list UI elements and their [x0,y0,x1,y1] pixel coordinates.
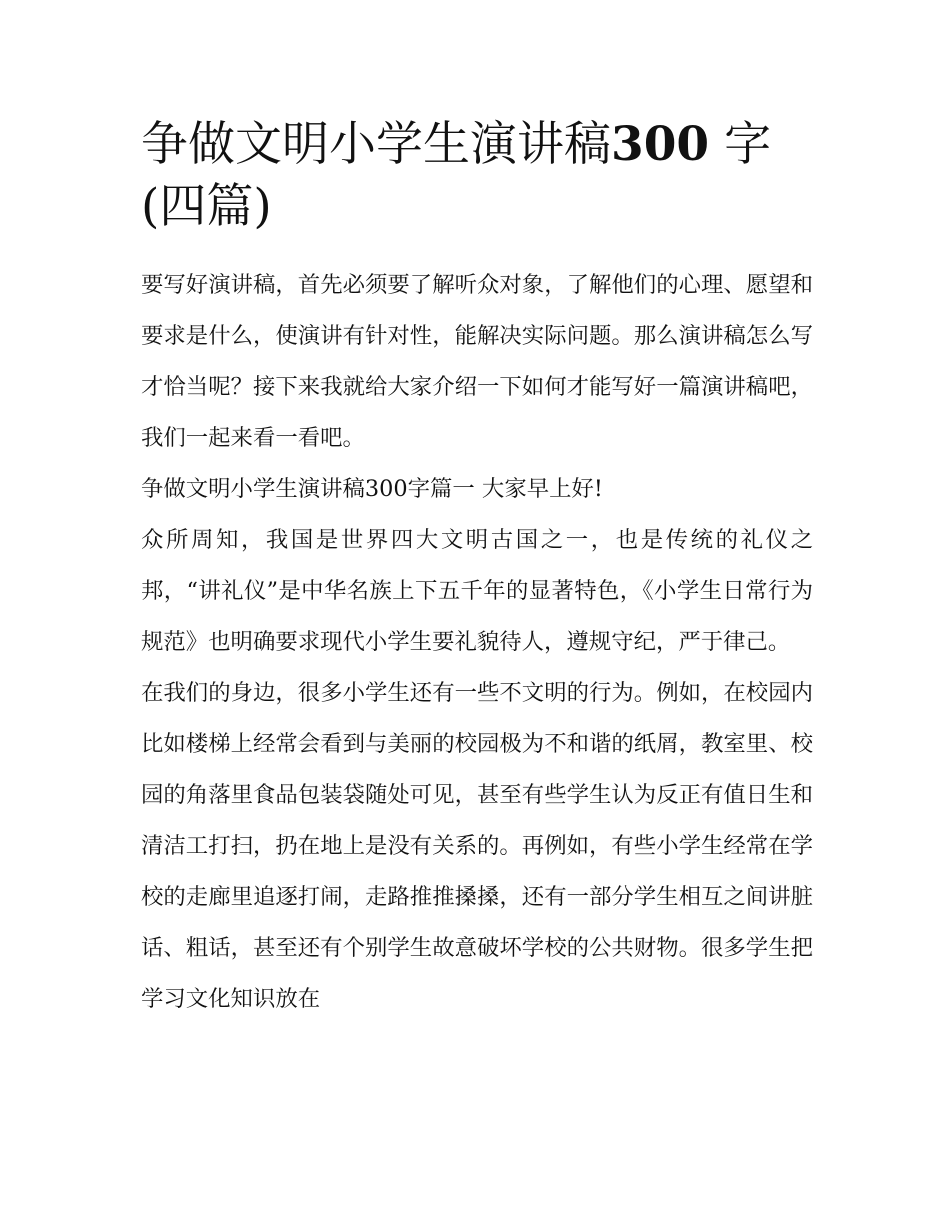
body-paragraph: 在我们的身边，很多小学生还有一些不文明的行为。例如，在校园内比如楼梯上经常会看到与美丽的校园极为不和谐的纸屑，教室里、校园的角落里食品包装袋随处可见，甚至有些学生认为反正有值日生和清洁工打扫，扔在地上是没有关系的。再例如，有些小学生经常在学校的走廊里追逐打闹，走路推推搡搡，还有一部分学生相互之间讲脏话、粗话，甚至还有个别学生故意破坏学校的公共财物。很多学生把学习文化知识放在 [141,680,813,1012]
document-body [141,114,813,1025]
body-paragraph: 众所周知，我国是世界四大文明古国之一，也是传统的礼仪之邦，“讲礼仪”是中华名族上下五千年的显著特色，《小学生日常行为规范》也明确要求现代小学生要礼貌待人，遵规守纪，严于律己。 [141,527,813,655]
section-heading: 争做文明小学生演讲稿300字篇一 大家早上好! [141,476,603,502]
title-subtitle: (四篇) [141,179,272,234]
title-number: 300 [611,117,710,172]
intro-paragraph: 要写好演讲稿，首先必须要了解听众对象，了解他们的心理、愿望和要求是什么，使演讲有针对性，能解决实际问题。那么演讲稿怎么写才恰当呢？接下来我就给大家介绍一下如何才能写好一篇演讲稿吧，我们一起来看一看吧。 [141,272,813,451]
title-text: 争做文明小学生演讲稿 [141,117,611,172]
title-suffix: 字 [724,117,772,172]
document-title [141,114,813,238]
